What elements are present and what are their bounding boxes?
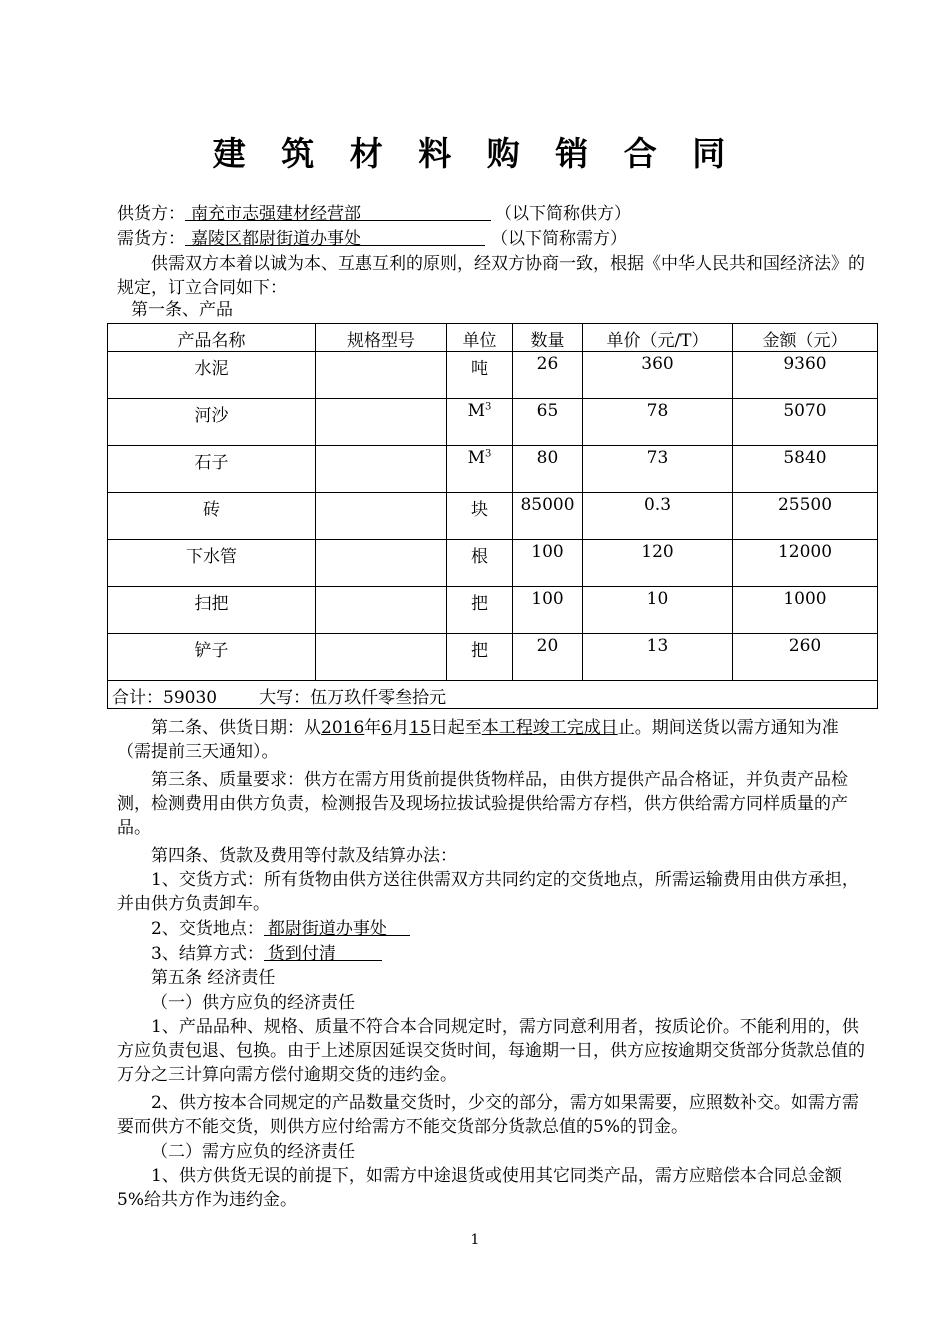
unit-cell: [447, 352, 513, 399]
buyer-name-field: [185, 227, 485, 249]
spec-cell: [316, 399, 447, 446]
unit-cell: [447, 493, 513, 540]
delivery-place-value: 都尉街道办事处: [267, 919, 387, 939]
buyer-line: [117, 227, 865, 251]
spec-cell: [316, 540, 447, 587]
article4-heading: 第四条、货款及费用等付款及结算办法：: [151, 846, 457, 866]
capital-label: 大写：: [259, 688, 311, 708]
unit-cell: [447, 634, 513, 681]
unit-text: 块: [471, 500, 488, 520]
article5-sub1-item1: 1、产品品种、规格、质量不符合本合同规定时，需方同意利用者，按质论价。不能利用的，供方应负责包退、包换。由于上述原因延误交货时间，每逾期一日，供方应按逾期交货部分货款总值的万分之三计算向需方偿付逾期交货的违约金。: [117, 1017, 865, 1085]
buyer-name: 嘉陵区都尉街道办事处: [191, 229, 361, 249]
qty-cell: 85000: [513, 493, 583, 540]
article2-month: 6: [381, 718, 393, 738]
unit-cell: [447, 446, 513, 493]
article5-heading: 第五条 经济责任: [151, 968, 276, 988]
article1-heading: 第一条、产品: [131, 300, 233, 320]
product-name-cell: 砖: [108, 493, 316, 540]
price-cell: 0.3: [583, 493, 733, 540]
page-number: 1: [470, 1232, 480, 1248]
table-row: [108, 587, 878, 634]
qty-cell: 65: [513, 399, 583, 446]
header-cell: 规格型号: [316, 324, 447, 352]
product-name-cell: 下水管: [108, 540, 316, 587]
price-cell: 10: [583, 587, 733, 634]
unit-text: 把: [471, 641, 488, 661]
article5-sub1-item2: 2、供方按本合同规定的产品数量交货时，少交的部分，需方如果需要，应照数补交。如需方需要而供方不能交货，则供方应付给需方不能交货部分货款总值的5%的罚金。: [117, 1093, 859, 1137]
product-table: [107, 323, 878, 709]
amount-cell: 12000: [733, 540, 878, 587]
intro-paragraph: 供需双方本着以诚为本、互惠互利的原则，经双方协商一致，根据《中华人民共和国经济法》的规定，订立合同如下：: [117, 254, 865, 298]
total-cell: [108, 681, 878, 709]
amount-cell: 5070: [733, 399, 878, 446]
unit-cell: [447, 399, 513, 446]
amount-cell: 1000: [733, 587, 878, 634]
price-cell: 73: [583, 446, 733, 493]
unit-text: 吨: [471, 359, 488, 379]
product-name-cell: 扫把: [108, 587, 316, 634]
supplier-name: 南充市志强建材经营部: [191, 204, 361, 224]
article5-sub2: （二）需方应负的经济责任: [151, 1142, 355, 1162]
qty-cell: 26: [513, 352, 583, 399]
table-row: [108, 493, 878, 540]
product-name-cell: 石子: [108, 446, 316, 493]
unit-text: M: [467, 401, 486, 421]
delivery-place-field: [264, 917, 410, 939]
settlement-value: 货到付清: [267, 944, 336, 964]
settlement-field: [264, 942, 382, 964]
article2-day: 15: [409, 718, 431, 738]
qty-cell: 80: [513, 446, 583, 493]
supplier-suffix: （以下简称供方）: [495, 204, 631, 224]
amount-cell: 260: [733, 634, 878, 681]
price-cell: 13: [583, 634, 733, 681]
article2-text: 年: [364, 718, 382, 738]
product-name-cell: 水泥: [108, 352, 316, 399]
article2-text: 第二条、供货日期：从: [151, 718, 321, 738]
total-value: 59030: [163, 688, 218, 708]
table-row: [108, 634, 878, 681]
product-name-cell: 河沙: [108, 399, 316, 446]
article2-text: 日起至: [430, 718, 482, 738]
article3-paragraph: 第三条、质量要求：供方在需方用货前提供货物样品，由供方提供产品合格证，并负责产品检测，检测费用由供方负责，检测报告及现场拉拔试验提供给需方存档，供方供给需方同样质量的产品。: [117, 770, 848, 838]
total-label: 合计：: [112, 688, 163, 708]
article2-year: 2016: [321, 718, 365, 738]
spec-cell: [316, 493, 447, 540]
article2-text: 月: [392, 718, 410, 738]
header-cell: 产品名称: [108, 324, 316, 352]
spec-cell: [316, 352, 447, 399]
amount-cell: 25500: [733, 493, 878, 540]
unit-superscript: 3: [485, 448, 492, 460]
unit-text: 把: [471, 594, 488, 614]
capital-value: 伍万玖仟零叁拾元: [310, 688, 447, 708]
table-row: [108, 446, 878, 493]
supplier-label: 供货方：: [117, 204, 185, 224]
article2-text: 止。期间送货以需方通知为准（需提前三天通知）。: [117, 718, 839, 762]
buyer-suffix: （以下简称需方）: [491, 229, 627, 249]
delivery-place-label: 2、交货地点：: [151, 919, 264, 939]
settlement-label: 3、结算方式：: [151, 944, 264, 964]
article4-item1: 1、交货方式：所有货物由供方送往供需双方共同约定的交货地点，所需运输费用由供方承担，并由供方负责卸车。: [117, 870, 859, 914]
header-cell: 单价（元/T）: [583, 324, 733, 352]
supplier-name-field: [185, 202, 491, 224]
supplier-line: [117, 202, 865, 226]
article5-sub2-item1: 1、供方供货无误的前提下，如需方中途退货或使用其它同类产品，需方应赔偿本合同总金额5%给共方作为违约金。: [117, 1166, 842, 1210]
product-name-cell: 铲子: [108, 634, 316, 681]
unit-text: 根: [471, 547, 488, 567]
price-cell: 360: [583, 352, 733, 399]
table-total-row: [108, 681, 878, 709]
page-title: 建 筑 材 料 购 销 合 同: [212, 134, 738, 173]
amount-cell: 9360: [733, 352, 878, 399]
price-cell: 120: [583, 540, 733, 587]
header-cell: 金额（元）: [733, 324, 878, 352]
header-cell: 单位: [447, 324, 513, 352]
table-row: [108, 399, 878, 446]
spec-cell: [316, 587, 447, 634]
unit-cell: [447, 540, 513, 587]
table-row: [108, 352, 878, 399]
amount-cell: 5840: [733, 446, 878, 493]
spec-cell: [316, 446, 447, 493]
article4-item3: [151, 942, 899, 966]
spec-cell: [316, 634, 447, 681]
qty-cell: 20: [513, 634, 583, 681]
article5-sub1: （一）供方应负的经济责任: [151, 993, 355, 1013]
buyer-label: 需货方：: [117, 229, 185, 249]
table-header-row: [108, 324, 878, 352]
article4-item2: [151, 917, 899, 941]
price-cell: 78: [583, 399, 733, 446]
qty-cell: 100: [513, 540, 583, 587]
header-cell: 数量: [513, 324, 583, 352]
unit-cell: [447, 587, 513, 634]
table-row: [108, 540, 878, 587]
article2-until: 本工程竣工完成日: [481, 718, 618, 738]
unit-text: M: [467, 448, 486, 468]
unit-superscript: 3: [485, 401, 492, 413]
qty-cell: 100: [513, 587, 583, 634]
article2-paragraph: [117, 716, 865, 764]
